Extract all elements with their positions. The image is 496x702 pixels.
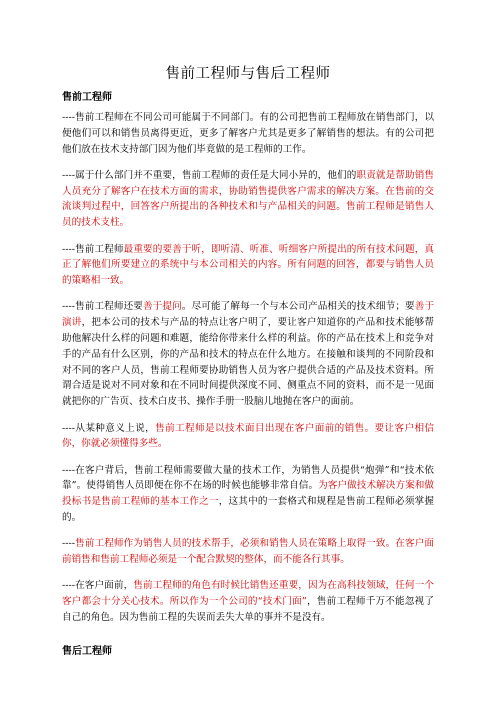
body-text: ----售前工程师在不同公司可能属于不同部门。有的公司把售前工程师放在销售部门，以便他们可以和销售员离得更近，更多了解客户尤其是更多了解销售的想法。有的公司把他们放在技术支持部门因为他们毕竟做的是工程师的工作。 bbox=[62, 112, 434, 155]
body-text: ----在客户面前， bbox=[62, 580, 134, 592]
paragraph bbox=[62, 168, 434, 231]
section-heading-presales: 售前工程师 bbox=[62, 92, 112, 103]
section-heading-aftersales: 售后工程师 bbox=[62, 646, 112, 657]
body-text: ，售前工程师千万不能忽视了自己的角色。因为售前工程的失误而丢失大单的事并不是没有。 bbox=[62, 596, 435, 624]
paragraph bbox=[62, 463, 434, 526]
highlighted-text: 善于演讲 bbox=[62, 301, 435, 329]
section-body-presales bbox=[62, 110, 434, 636]
paragraph bbox=[62, 110, 434, 157]
paragraph bbox=[62, 242, 434, 289]
body-text: ，把本公司的技术与产品的特点让客户明了，要让客户知道你的产品和技术能够帮助他解决什么样的问题和难题，能给你带来什么样的利益。你的产品在技术上和竞争对手的产品有什么区别，你的产品和技术的特点在什么地方。在接触和谈判的不同阶段和对不同的客户人员，售前工程师要协助销售人员为客户提供合适的产品及技术资料。所谓合适是说对不同对象和在不同时间提供深度不同、侧重点不同的资料，而不是一见面就把你的广告页、技术白皮书、操作手册一股脑儿地抛在客户的面前。 bbox=[62, 317, 435, 408]
document-title: 售前工程师与售后工程师 bbox=[165, 66, 331, 82]
body-text: ----在客户背后，售前工程师需要做大量的技术工作，为销售人员提供“炮弹”和“技术依靠”。使得销售人员即便在你不在场的时候也能够非常自信。 bbox=[62, 464, 434, 492]
highlighted-text: 职责就是帮助销售人员充分了解客户在技术方面的需求，协助销售提供客户需求的解决方案。在售前的交流谈判过程中，回答客户所提出的各种技术和与产品相关的问题。售前工程师是销售人员的技术支柱。 bbox=[62, 169, 435, 229]
paragraph bbox=[62, 536, 434, 568]
body-text: ----从某种意义上说， bbox=[62, 422, 156, 434]
body-text: ，这其中的一套格式和规程是售前工程师必须掌握的。 bbox=[62, 496, 435, 524]
highlighted-text: 售前工程师作为销售人员的技术帮手，必须和销售人员在策略上取得一致。在客户面前销售和售前工程师必须是一个配合默契的整体，而不能各行其事。 bbox=[62, 538, 434, 566]
highlighted-text: 善于提问 bbox=[143, 301, 182, 313]
body-text: ---- bbox=[62, 538, 75, 550]
body-text: ----属于什么部门并不重要，售前工程师的责任是大同小异的，他们的 bbox=[62, 169, 357, 181]
paragraph bbox=[62, 578, 434, 625]
body-text: ----售前工程师还要 bbox=[62, 301, 144, 313]
highlighted-text: 售前工程师的角色有时候比销售还重要，因为在高科技领域，任何一个客户都会十分关心技术。所以作为一个公司的“技术门面” bbox=[62, 580, 435, 608]
body-text: 。尽可能了解每一个与本公司产品相关的技术细节；要 bbox=[181, 301, 415, 313]
paragraph bbox=[62, 299, 434, 410]
highlighted-text: 为客户做技术解决方案和做投标书是售前工程师的基本工作之一 bbox=[62, 480, 434, 508]
highlighted-text: 售前工程师是以技术面目出现在客户面前的销售。要让客户相信你，你就必须懂得多些。 bbox=[62, 422, 435, 450]
body-text: ----售前工程师 bbox=[62, 243, 124, 255]
paragraph bbox=[62, 421, 434, 453]
highlighted-text: 最重要的要善于听，即听清、听准、听细客户所提出的所有技术问题，真正了解他们所要建立的系统中与本公司相关的内容。所有问题的回答，都要与销售人员的策略相一致。 bbox=[62, 243, 435, 287]
